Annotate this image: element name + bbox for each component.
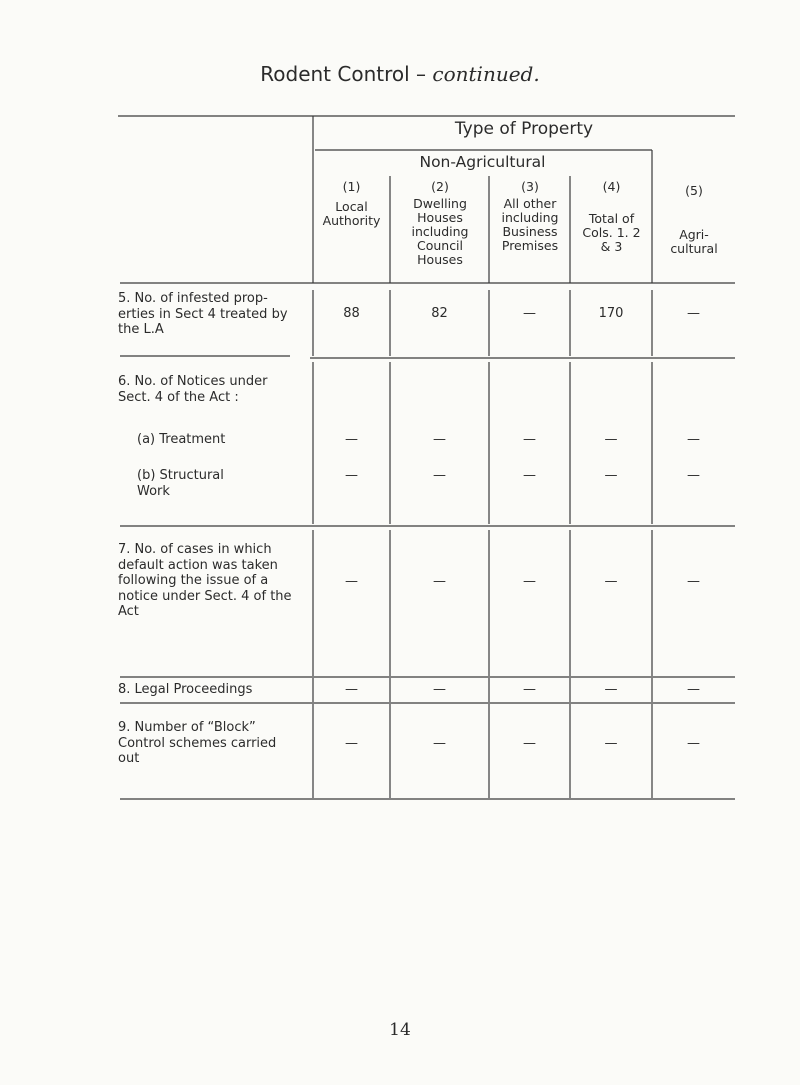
row-6a-col2: —: [433, 432, 446, 447]
col3-number: (3): [521, 179, 539, 194]
row-8-label: 8. Legal Proceedings: [118, 682, 253, 697]
row-6b-label: (b) Structural Work: [137, 468, 224, 499]
title-main: Rodent Control: [260, 62, 410, 86]
row-7-col5: —: [687, 574, 700, 589]
row-9-col1: —: [345, 736, 358, 751]
row-5-label: 5. No. of infested prop- erties in Sect 4 treated by the L.A: [118, 291, 288, 337]
row-6b-col2: —: [433, 468, 446, 483]
row-6b-col4: —: [604, 468, 618, 483]
row-7-col2: —: [433, 574, 446, 589]
row-9-col3: —: [523, 736, 536, 751]
row-7-col1: —: [345, 574, 358, 589]
row-6b-col1: —: [345, 468, 358, 483]
page-number: 14: [389, 1020, 411, 1040]
row-8-col4: —: [604, 682, 618, 697]
row-8-col3: —: [523, 682, 536, 697]
row-9-col4: —: [604, 736, 618, 751]
col4-label: Total of Cols. 1. 2 & 3: [582, 211, 641, 254]
row-5-col5: —: [687, 306, 700, 321]
row-8-col5: —: [687, 682, 700, 697]
row-7-col4: —: [604, 574, 618, 589]
row-6b-col5: —: [687, 468, 700, 483]
row-6-label: 6. No. of Notices under Sect. 4 of the Act :: [118, 374, 268, 405]
col2-number: (2): [431, 179, 449, 194]
row-7-label: 7. No. of cases in which default action was taken following the issue of a notice under Sect. 4 of the Act: [118, 542, 292, 619]
row-9-col2: —: [433, 736, 446, 751]
col3-label: All other including Business Premises: [501, 196, 559, 253]
title-continued: continued.: [432, 62, 540, 86]
row-6a-col1: —: [345, 432, 358, 447]
row-6b-col3: —: [523, 468, 536, 483]
header-type-of-property: Type of Property: [454, 119, 594, 139]
row-6a-col5: —: [687, 432, 700, 447]
row-8-col1: —: [345, 682, 358, 697]
row-6a-col4: —: [604, 432, 618, 447]
row-5-col1: 88: [343, 306, 360, 321]
header-non-agricultural: Non-Agricultural: [419, 153, 546, 171]
col5-number: (5): [685, 183, 703, 198]
row-5-col2: 82: [431, 306, 448, 321]
title-dash: –: [409, 62, 433, 86]
row-6a-label: (a) Treatment: [137, 432, 226, 447]
row-5-col4: 170: [598, 306, 624, 321]
row-6a-col3: —: [523, 432, 536, 447]
col1-label: Local Authority: [322, 199, 381, 228]
row-9-col5: —: [687, 736, 700, 751]
col1-number: (1): [342, 179, 361, 194]
row-8-col2: —: [433, 682, 446, 697]
col5-label: Agri- cultural: [670, 227, 718, 256]
col2-label: Dwelling Houses including Council Houses: [411, 196, 469, 267]
col4-number: (4): [602, 179, 621, 194]
row-9-label: 9. Number of “Block” Control schemes carried out: [118, 720, 277, 766]
row-7-col3: —: [523, 574, 536, 589]
row-5-col3: —: [523, 306, 536, 321]
